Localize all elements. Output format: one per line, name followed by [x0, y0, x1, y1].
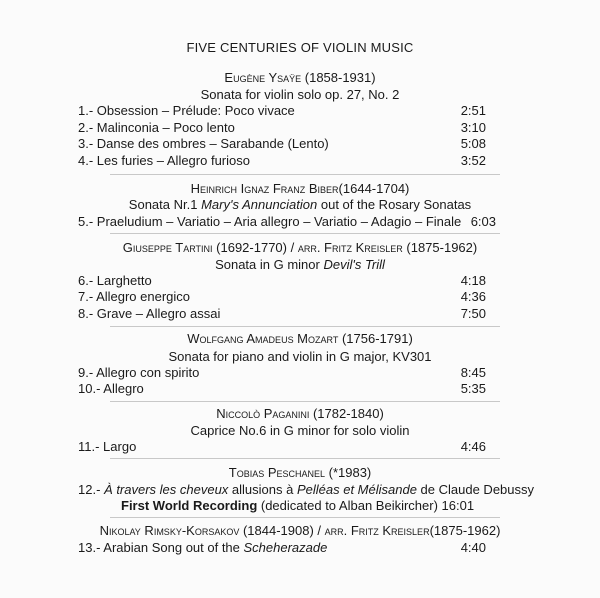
- track-row: [78, 103, 486, 118]
- track-duration: 4:36: [460, 289, 486, 304]
- track-duration: 3:52: [460, 153, 486, 168]
- composer-heading: Wolfgang Amadeus Mozart (1756-1791): [187, 331, 413, 346]
- track-label: 11.- Largo: [78, 439, 137, 454]
- section-divider: [110, 233, 500, 234]
- track-duration: 7:50: [460, 306, 486, 321]
- track-duration: 4:40: [460, 540, 486, 555]
- work-title: Sonata for piano and violin in G major, KV301: [168, 349, 432, 364]
- track-row: [78, 289, 486, 304]
- track-number: 12.-: [78, 482, 101, 497]
- track-label: 8.- Grave – Allegro assai: [78, 306, 221, 321]
- track-duration: 16:01: [441, 498, 475, 513]
- work-title-prefix: Sonata Nr.1: [128, 197, 202, 212]
- track-duration: 4:46: [460, 439, 486, 454]
- track-label: 4.- Les furies – Allegro furioso: [78, 153, 250, 168]
- track-label: 3.- Danse des ombres – Sarabande (Lento): [78, 136, 329, 151]
- track-label: [78, 540, 327, 555]
- track-label: 7.- Allegro energico: [78, 289, 191, 304]
- work-title-suffix: out of the Rosary Sonatas: [317, 197, 472, 212]
- work-title-prefix: Sonata in G minor: [215, 257, 324, 272]
- track-title-text: de Claude Debussy: [416, 482, 535, 497]
- work-title: Sonata for violin solo op. 27, No. 2: [200, 87, 400, 102]
- track-row: [78, 214, 496, 229]
- composer-heading: Niccolò Paganini (1782-1840): [216, 406, 384, 421]
- track-12-title: [78, 482, 534, 497]
- track-label-prefix: 13.- Arabian Song out of the: [78, 540, 244, 555]
- page-title: FIVE CENTURIES OF VIOLIN MUSIC: [186, 40, 414, 55]
- recording-label: First World Recording: [121, 498, 258, 513]
- composer-heading: Nikolay Rimsky-Korsakov (1844-1908) / arr. Fritz Kreisler(1875-1962): [99, 523, 501, 538]
- recording-note: (dedicated to Alban Beikircher): [257, 498, 438, 513]
- track-duration: 5:08: [460, 136, 486, 151]
- work-title-italic: Devil's Trill: [323, 257, 385, 272]
- track-label-italic: Scheherazade: [243, 540, 328, 555]
- work-title: [0, 197, 600, 212]
- composer-heading: Eugène Ysaÿe (1858-1931): [224, 70, 376, 85]
- track-label: 9.- Allegro con spirito: [78, 365, 200, 380]
- section-divider: [110, 458, 500, 459]
- section-divider: [110, 326, 500, 327]
- composer-heading: Tobias Peschanel (*1983): [228, 465, 372, 480]
- track-duration: 5:35: [460, 381, 486, 396]
- track-label: 10.- Allegro: [78, 381, 144, 396]
- work-title: [0, 257, 600, 272]
- track-duration: 2:51: [460, 103, 486, 118]
- track-label: 1.- Obsession – Prélude: Poco vivace: [78, 103, 295, 118]
- track-duration: 8:45: [460, 365, 486, 380]
- track-duration: 3:10: [460, 120, 486, 135]
- section-divider: [110, 517, 500, 518]
- track-duration: 6:03: [470, 214, 496, 229]
- track-row: [78, 136, 486, 151]
- track-label: 5.- Praeludium – Variatio – Aria allegro – Variatio – Adagio – Finale: [78, 214, 462, 229]
- work-title-italic: Mary's Annunciation: [201, 197, 318, 212]
- track-row: [78, 153, 486, 168]
- track-row: [78, 365, 486, 380]
- track-duration: 4:18: [460, 273, 486, 288]
- composer-heading: Giuseppe Tartini (1692-1770) / arr. Fritz Kreisler (1875-1962): [122, 240, 478, 255]
- track-row: [78, 381, 486, 396]
- track-row: [78, 439, 486, 454]
- track-label: 6.- Larghetto: [78, 273, 152, 288]
- track-row: [78, 273, 486, 288]
- track-row: [78, 306, 486, 321]
- track-label: 2.- Malinconia – Poco lento: [78, 120, 235, 135]
- section-divider: [110, 174, 500, 175]
- track-title-italic: À travers les cheveux: [104, 482, 229, 497]
- work-title: Caprice No.6 in G minor for solo violin: [190, 423, 410, 438]
- track-12-recording: [121, 498, 474, 513]
- track-title-text: allusions à: [228, 482, 297, 497]
- section-divider: [110, 401, 500, 402]
- track-row: [78, 120, 486, 135]
- track-title-italic: Pelléas et Mélisande: [296, 482, 417, 497]
- composer-heading: Heinrich Ignaz Franz Biber(1644-1704): [190, 181, 410, 196]
- track-row: [78, 540, 486, 555]
